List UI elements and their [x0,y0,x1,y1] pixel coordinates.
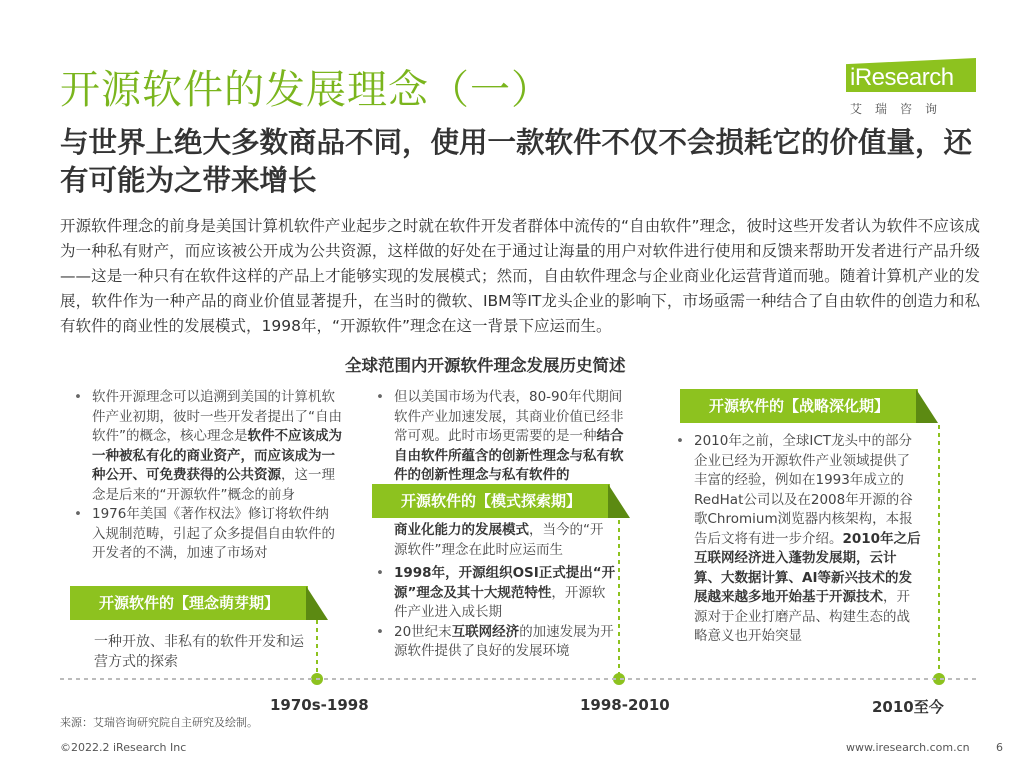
timeline-title: 全球范围内开源软件理念发展历史简述 [345,356,626,375]
col2-bullet-3: • 20世纪末互联网经济的加速发展为开源软件提供了良好的发展环境 [376,623,616,662]
logo-text: iResearch [850,64,954,91]
logo-cn-text: 艾瑞咨询 [850,102,951,116]
col2-bullet-1: • 但以美国市场为代表，80-90年代期间软件产业加速发展，其商业价值已经非常可观。此时市场更需要的是一种结合自由软件所蕴含的创新性理念与私有软件的创新性理念与私有软件的 [376,388,634,486]
col2-after-text: 商业化能力的发展模式，当今的“开源软件”理念在此时应运而生 [394,522,604,558]
col3-bullet-1: • 2010年之前，全球ICT龙头中的部分企业已经为开源软件产业领域提供了丰富的经验，例如在1993年成立的RedHat公司以及在2008年开源的谷歌Chromium浏览器内核架构，本报告后文将有进一步介绍。2010年之后互联网经济进入蓬勃发展期，云计算、大数据计算、AI等新兴技术的发展越来越多地开始基于开源技术，开源对于企业打磨产品、构建生态的战略意义也开始突显 [676,432,922,647]
page-subtitle: 与世界上绝大多数商品不同，使用一款软件不仅不会损耗它的价值量，还有可能为之带来增长 [60,126,973,197]
era-label-1: 1970s-1998 [270,696,369,714]
footer-copyright: ©2022.2 iResearch Inc [60,741,187,754]
banner-concept-budding: 开源软件的【理念萌芽期】 [70,586,308,620]
timeline-col2-text [376,388,634,486]
timeline-col2-text-lower [376,521,616,662]
page-title: 开源软件的发展理念（一） [60,67,552,113]
timeline-col1-text [74,388,342,564]
footer-url[interactable]: www.iresearch.com.cn [846,741,970,754]
col1-bullet-1: • 软件开源理念可以追溯到美国的计算机软件产业初期，彼时一些开发者提出了“自由软件”的概念，核心理念是软件不应该成为一种被私有化的商业资产，而应该成为一种公开、可免费获得的公共资源，这一理念是后来的“开源软件”概念的前身 [74,388,342,505]
col1-bullet-2: • 1976年美国《著作权法》修订将软件纳入规制范畴，引起了众多提倡自由软件的开发者的不满，加速了市场对 [74,505,342,564]
col3-connector [938,425,940,674]
banner-tail-2 [608,484,630,518]
iresearch-logo [838,58,978,118]
banner-strategic-deepening: 开源软件的【战略深化期】 [680,389,918,423]
banner-tail-3 [916,389,938,423]
intro-paragraph: 开源软件理念的前身是美国计算机软件产业起步之时就在软件开发者群体中流传的“自由软件”理念，彼时这些开发者认为软件不应该成为一种私有财产，而应该被公开成为公共资源，这样做的好处在于通过让海量的用户对软件进行使用和反馈来帮助开发者进行产品升级——这是一种只有在软件这样的产品上才能够实现的发展模式；然而，自由软件理念与企业商业化运营背道而驰。随着计算机产业的发展，软件作为一种产品的商业价值显著提升，在当时的微软、IBM等IT龙头企业的影响下，市场亟需一种结合了自由软件的创造力和私有软件的商业性的发展模式，1998年，“开源软件”理念在这一背景下应运而生。 [60,217,980,335]
banner-tail-1 [306,586,328,620]
col1-connector [316,620,318,674]
col2-connector [618,520,620,674]
timeline-col3-text [676,432,922,647]
timeline-axis [60,678,980,680]
banner-model-exploration: 开源软件的【模式探索期】 [372,484,610,518]
col2-bullet-2: • 1998年，开源组织OSI正式提出“开源”理念及其十大规范特性，开源软件产业进入成长期 [376,564,616,623]
era-label-3: 2010至今 [872,698,944,716]
era-label-2: 1998-2010 [580,696,670,714]
page-number: 6 [996,741,1003,754]
col1-after-text: 一种开放、非私有的软件开发和运营方式的探索 [94,634,304,670]
source-note: 来源：艾瑞咨询研究院自主研究及绘制。 [60,716,258,729]
